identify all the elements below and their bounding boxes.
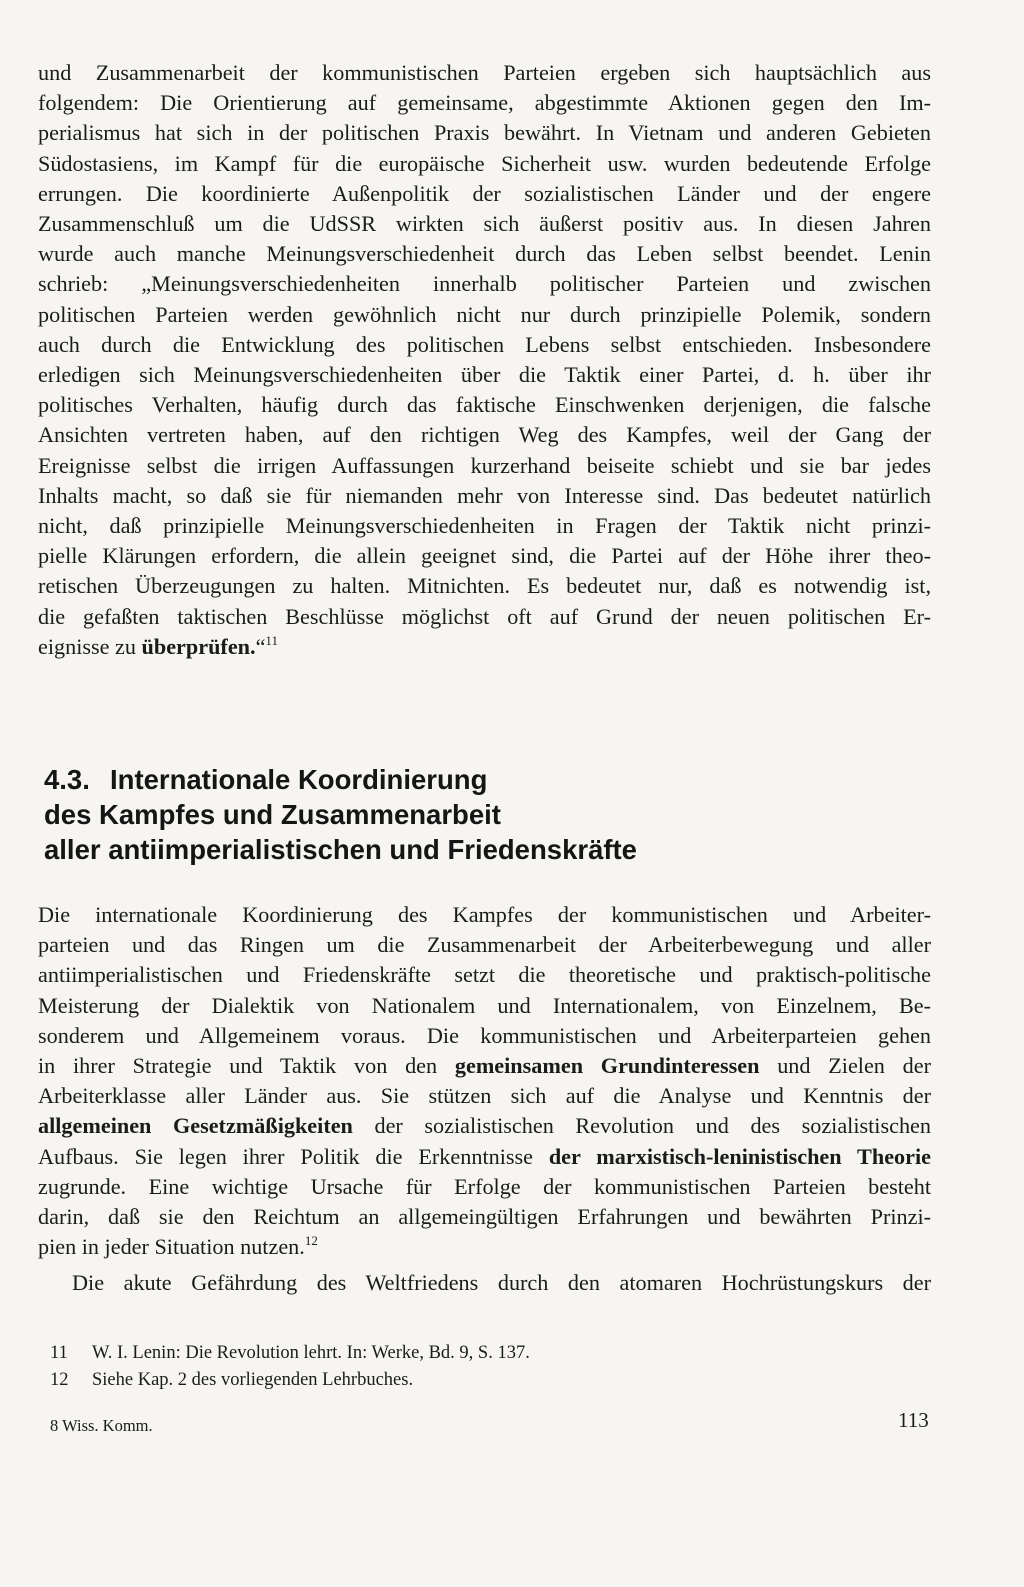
footnote-text: Siehe Kap. 2 des vorliegenden Lehrbuches. <box>92 1370 414 1390</box>
text-line: parteien und das Ringen um die Zusammenarbeit der Arbeiterbewegung und aller <box>38 932 931 958</box>
heading-line <box>44 762 637 797</box>
text-line: Ansichten vertreten haben, auf den richtigen Weg des Kampfes, weil der Gang der <box>38 422 931 448</box>
heading-line: des Kampfes und Zusammenarbeit <box>44 799 501 830</box>
text-line: erledigen sich Meinungsverschiedenheiten über die Taktik einer Partei, d. h. über ihr <box>38 362 931 388</box>
text-fragment: eignisse zu <box>38 633 142 659</box>
text-line: Meisterung der Dialektik von Nationalem und Internationalem, von Einzelnem, Be- <box>38 992 931 1018</box>
section-number: 4.3. <box>44 764 90 795</box>
printer-signature: 8 Wiss. Komm. <box>50 1416 153 1435</box>
text-line <box>38 1111 931 1141</box>
paragraph-peace-threat <box>38 1268 931 1298</box>
heading-text: Internationale Koordinierung <box>110 764 488 795</box>
text-line: darin, daß sie den Reichtum an allgemeingültigen Erfahrungen und bewährten Prinzi- <box>38 1204 931 1230</box>
paragraph-coordination <box>38 900 931 1262</box>
text-line: wurde auch manche Meinungsverschiedenheit durch das Leben selbst beendet. Lenin <box>38 241 931 267</box>
text-line: zugrunde. Eine wichtige Ursache für Erfolge der kommunistischen Parteien besteht <box>38 1173 931 1199</box>
text-line-last <box>38 632 931 662</box>
closing-quote: “ <box>255 633 266 659</box>
emphasis-text: allgemeinen Gesetzmäßigkeiten <box>38 1113 353 1139</box>
text-line: retischen Überzeugungen zu halten. Mitnichten. Es bedeutet nur, daß es notwendig ist, <box>38 573 931 599</box>
text-line: pielle Klärungen erfordern, die allein geeignet sind, die Partei auf der Höhe ihrer theo- <box>38 543 931 569</box>
text-line: errungen. Die koordinierte Außenpolitik der sozialistischen Länder und der engere <box>38 180 931 206</box>
text-line: sonderem und Allgemeinem voraus. Die kommunistischen und Arbeiterparteien gehen <box>38 1022 931 1048</box>
text-fragment: pien in jeder Situation nutzen. <box>38 1234 305 1260</box>
section-heading <box>44 762 637 867</box>
text-line: Arbeiterklasse aller Länder aus. Sie stützen sich auf die Analyse und Kenntnis der <box>38 1083 931 1109</box>
text-fragment: der sozialistischen Revolution und des sozialistischen <box>352 1113 931 1139</box>
footnote-reference[interactable]: 11 <box>265 632 278 648</box>
text-line: nicht, daß prinzipielle Meinungsverschiedenheiten in Fragen der Taktik nicht prinzi- <box>38 513 931 539</box>
emphasis-text: gemeinsamen Grundinteressen <box>454 1053 760 1079</box>
text-line: Zusammenschluß um die UdSSR wirkten sich äußerst positiv aus. In diesen Jahren <box>38 211 931 237</box>
text-line: Ereignisse selbst die irrigen Auffassungen kurzerhand beiseite schiebt und sie bar jedes <box>38 452 931 478</box>
text-fragment: Aufbaus. Sie legen ihrer Politik die Erkenntnisse <box>38 1143 549 1169</box>
text-fragment: und Zielen der <box>759 1053 931 1079</box>
text-line: schrieb: „Meinungsverschiedenheiten innerhalb politischer Parteien und zwischen <box>38 271 931 297</box>
text-line: Die akute Gefährdung des Weltfriedens durch den atomaren Hochrüstungskurs der <box>72 1270 931 1295</box>
text-line: politischen Parteien werden gewöhnlich nicht nur durch prinzipielle Polemik, sondern <box>38 301 931 327</box>
text-line-last <box>38 1232 931 1262</box>
text-line: perialismus hat sich in der politischen Praxis bewährt. In Vietnam und anderen Gebieten <box>38 120 931 146</box>
text-line: Die internationale Koordinierung des Kampfes der kommunistischen und Arbeiter- <box>38 902 931 927</box>
footnote-text: W. I. Lenin: Die Revolution lehrt. In: Werke, Bd. 9, S. 137. <box>92 1343 530 1363</box>
heading-line: aller antiimperialistischen und Friedenskräfte <box>44 834 637 865</box>
text-line <box>38 1051 931 1081</box>
footnote-number: 11 <box>50 1343 68 1363</box>
text-line: Inhalts macht, so daß sie für niemanden mehr von Interesse sind. Das bedeutet natürlich <box>38 482 931 508</box>
text-line: Südostasiens, im Kampf für die europäische Sicherheit usw. wurden bedeutende Erfolge <box>38 150 931 176</box>
paragraph-continuation <box>38 58 931 662</box>
footnote <box>50 1368 413 1392</box>
text-line: die gefaßten taktischen Beschlüsse möglichst oft auf Grund der neuen politischen Er- <box>38 603 931 629</box>
text-line: politisches Verhalten, häufig durch das faktische Einschwenken derjenigen, die falsche <box>38 392 931 418</box>
text-line: auch durch die Entwicklung des politischen Lebens selbst entschieden. Insbesondere <box>38 331 931 357</box>
footnote <box>50 1341 530 1365</box>
page-number: 113 <box>898 1408 929 1432</box>
text-fragment: in ihrer Strategie und Taktik von den <box>38 1053 455 1079</box>
footnote-number: 12 <box>50 1370 69 1390</box>
emphasis-text: überprüfen. <box>141 633 256 659</box>
text-line <box>38 1142 931 1172</box>
footnote-reference[interactable]: 12 <box>304 1233 318 1249</box>
text-line: antiimperialistischen und Friedenskräfte setzt die theoretische und praktisch-politische <box>38 962 931 988</box>
text-line: und Zusammenarbeit der kommunistischen Parteien ergeben sich hauptsächlich aus <box>38 60 931 85</box>
text-line: folgendem: Die Orientierung auf gemeinsame, abgestimmte Aktionen gegen den Im- <box>38 90 931 116</box>
emphasis-text: der marxistisch-leninistischen Theorie <box>548 1143 931 1169</box>
